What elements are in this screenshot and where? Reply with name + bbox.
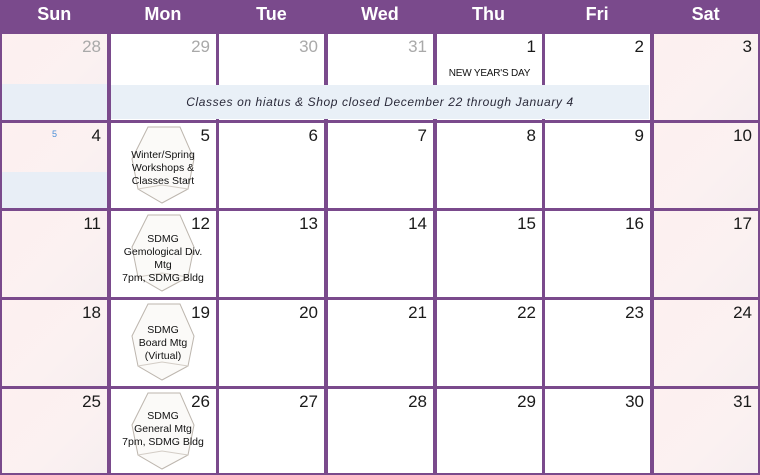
hiatus-band [2,84,107,120]
hiatus-banner: Classes on hiatus & Shop closed December 22 through January 4 [111,85,649,119]
day-cell[interactable] [545,389,650,473]
month-grid [0,32,760,475]
event-line: Winter/Spring [131,149,195,161]
event-line: Board Mtg [138,337,188,349]
day-number: 23 [625,303,644,322]
event-line: 7pm, SDMG Bldg [122,272,204,284]
day-cell[interactable] [654,34,758,120]
weekday-fri: Fri [585,4,609,24]
hiatus-band [2,172,107,208]
weekday-header [0,0,760,32]
day-number: 8 [526,126,536,145]
day-number: 31 [733,392,752,411]
weekday-tue: Tue [256,4,287,24]
day-number: 9 [634,126,644,145]
weekday-sun: Sun [37,4,72,24]
event-badge-jan12[interactable] [122,213,204,293]
weekday-sat: Sat [691,4,720,24]
day-number: 11 [83,214,101,233]
day-cell[interactable] [328,300,433,386]
event-line: SDMG [147,324,179,336]
day-number: 21 [408,303,427,322]
day-number: 26 [191,392,210,411]
day-cell[interactable] [437,389,542,473]
day-number: 7 [417,126,427,145]
event-badge-jan5[interactable] [122,125,204,205]
day-cell[interactable] [219,123,324,208]
day-cell[interactable] [219,300,324,386]
day-cell[interactable] [2,300,107,386]
day-cell[interactable] [328,123,433,208]
event-line: SDMG [147,233,179,245]
day-cell[interactable] [2,211,107,297]
weekday-mon: Mon [144,4,182,24]
event-line: Gemological Div. [123,246,203,258]
day-cell[interactable] [545,300,650,386]
day-number: 28 [408,392,427,411]
day-cell[interactable] [545,211,650,297]
event-line: Classes Start [131,175,195,187]
day-number: 29 [191,37,210,56]
day-cell[interactable] [328,389,433,473]
day-number: 20 [299,303,318,322]
event-badge-jan26[interactable] [122,391,204,471]
day-number: 10 [733,126,752,145]
day-number: 12 [191,214,210,233]
day-number: 25 [82,392,101,411]
day-cell[interactable] [654,211,758,297]
day-cell[interactable] [437,211,542,297]
day-number: 19 [191,303,210,322]
day-number: 31 [408,37,427,56]
day-cell[interactable] [654,123,758,208]
day-cell[interactable] [328,211,433,297]
day-number: 16 [625,214,644,233]
day-number: 17 [733,214,752,233]
day-cell[interactable] [654,300,758,386]
day-number: 14 [408,214,427,233]
day-number: 29 [517,392,536,411]
day-cell[interactable] [2,123,107,208]
day-cell[interactable] [219,211,324,297]
day-number: 13 [299,214,318,233]
day-number: 2 [634,37,644,56]
day-number: 22 [517,303,536,322]
day-number: 1 [526,37,536,56]
day-number: 3 [742,37,752,56]
day-number: 24 [733,303,752,322]
day-cell[interactable] [545,123,650,208]
day-cell[interactable] [2,34,107,120]
day-number: 30 [625,392,644,411]
event-line: 7pm, SDMG Bldg [122,436,204,448]
day-number: 5 [200,126,210,145]
day-number: 27 [299,392,318,411]
event-line: Mtg [154,259,172,271]
event-line: Workshops & [131,162,195,174]
week-number: 5 [52,129,58,139]
day-number: 30 [299,37,318,56]
day-number: 4 [91,126,101,145]
day-cell[interactable] [437,300,542,386]
day-number: 6 [308,126,318,145]
day-number: 28 [82,37,101,56]
event-line: (Virtual) [144,350,182,362]
holiday-label: NEW YEAR'S DAY [448,68,531,79]
day-cell[interactable] [219,389,324,473]
day-number: 18 [82,303,101,322]
event-line: General Mtg [134,423,192,435]
weekday-wed: Wed [361,4,399,24]
day-number: 15 [517,214,536,233]
day-cell[interactable] [2,389,107,473]
event-badge-jan19[interactable] [122,302,204,382]
day-cell[interactable] [437,123,542,208]
day-cell[interactable] [654,389,758,473]
event-line: SDMG [147,410,179,422]
weekday-thu: Thu [472,4,506,24]
